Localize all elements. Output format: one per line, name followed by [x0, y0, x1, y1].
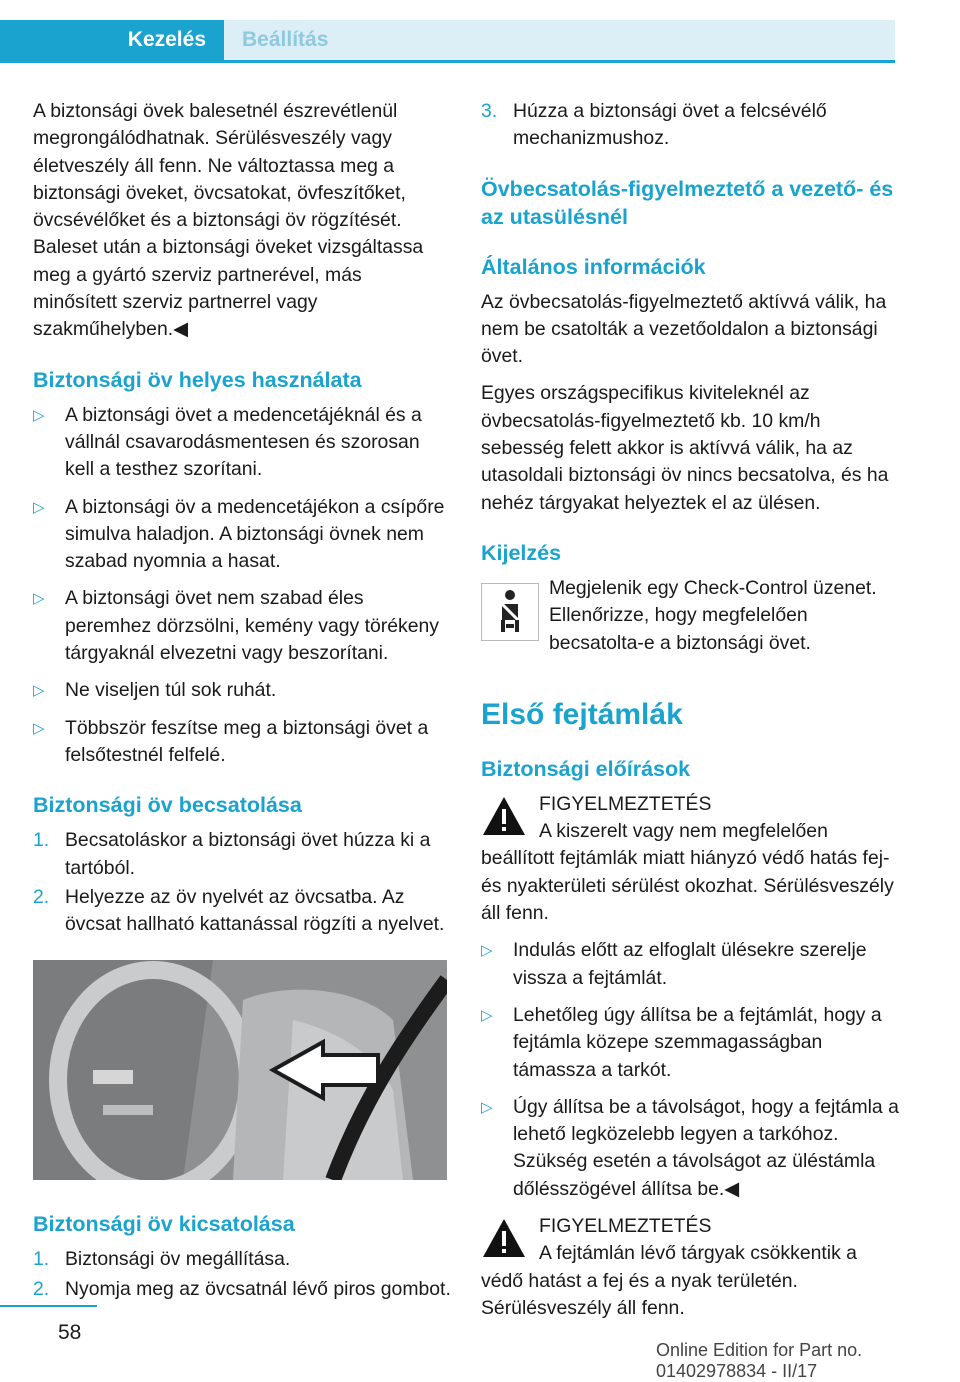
header-tabs — [0, 0, 895, 62]
warning-title: FIGYELMEZTETÉS — [539, 792, 712, 815]
list-item: ▷ A biztonsági övet a medencetájéknál és a vállnál csavarodásmentesen és szorosan kell a testhez szorítani. — [33, 402, 451, 484]
list-item: ▷ Indulás előtt az elfoglalt ülésekre szerelje vissza a fejtámlát. — [481, 937, 901, 992]
heading-elso-fejtamlak: Első fejtámlák — [481, 697, 683, 731]
tab-beallitas[interactable]: Beállítás — [224, 20, 895, 60]
list-item: ▷ Úgy állítsa be a távolságot, hogy a fejtámla a lehető legközelebb legyen a tarkóhoz. Szükség esetén a távolságot az üléstámla dőlésszögével állítsa be.◀ — [481, 1094, 901, 1203]
heading-biztonsagi-eloirasok: Biztonsági előírások — [481, 756, 691, 781]
seatbelt-photo — [33, 960, 447, 1180]
triangle-bullet-icon: ▷ — [33, 590, 45, 608]
footer-rule — [0, 1305, 97, 1307]
triangle-bullet-icon: ▷ — [481, 1006, 493, 1024]
step-item: 1. Biztonsági öv megállítása. — [33, 1248, 291, 1271]
heading-ovbecsatolas-figyelmezteto: Övbecsatolás-figyelmeztető a vezető- és az utasülésnél — [481, 176, 894, 229]
heading-helyes-hasznalat: Biztonsági öv helyes használata — [33, 367, 362, 392]
triangle-bullet-icon: ▷ — [481, 942, 493, 960]
warning-triangle-icon — [481, 795, 527, 837]
triangle-bullet-icon: ▷ — [33, 682, 45, 700]
seatbelt-warning-icon — [481, 583, 539, 641]
seatbelt-illustration — [33, 960, 447, 1180]
list-item: ▷ A biztonsági övet nem szabad éles peremhez dörzsölni, kemény vagy törékeny tárgyaknál elvezetni vagy beszorítani. — [33, 585, 451, 667]
paragraph: Egyes országspecifikus kiviteleknél az övbecsatolás-figyelmeztető kb. 10 km/h sebesség felett akkor is aktívvá válik, ha az utasoldali biztonsági öv nincs becsatolva, és ha nehéz tárgyakat helyeztek el az ülésen. — [481, 382, 889, 514]
heading-kicsatolas: Biztonsági öv kicsatolása — [33, 1212, 295, 1237]
step-item: 2. Helyezze az öv nyelvét az övcsatba. Az övcsat hallható kattanással rögzíti a nyelvet. — [33, 885, 445, 936]
header-rule — [0, 60, 895, 63]
right-column — [481, 98, 901, 1332]
heading-becsatolas: Biztonsági öv becsatolása — [33, 793, 302, 818]
kijelzes-block — [481, 575, 901, 667]
page-number: 58 — [58, 1321, 82, 1344]
step-item: 3. Húzza a biztonsági övet a felcsévélő mechanizmushoz. — [481, 100, 827, 150]
warning-text: A kiszerelt vagy nem megfelelően beállított fejtámlák miatt hiányzó védő hatás fej- és nyakterületi sérülést okozhat. Sérülésveszély áll fenn. — [481, 820, 894, 925]
tab-kezeles[interactable]: Kezelés — [0, 20, 224, 60]
warning-block — [481, 791, 901, 927]
list-item: ▷ Ne viseljen túl sok ruhát. — [33, 677, 451, 704]
warning-block — [481, 1213, 901, 1322]
intro-paragraph: A biztonsági övek balesetnél észrevétlenül megrongálódhatnak. Sérülésveszély vagy életveszély áll fenn. Ne változtassa meg a biztonsági öveket, övcsatokat, övfeszítőket, övcsévélőket és a biztonsági öv rögzítését. Baleset után a biztonsági öveket vizsgáltassa meg a gyártó szerviz partnerével, más minősített szerviz partnerrel vagy szakműhelyben.◀ — [33, 100, 424, 341]
paragraph: Az övbecsatolás-figyelmeztető aktívvá válik, ha nem be csatolták a vezetőoldalon a biztonsági övet. — [481, 290, 887, 368]
triangle-bullet-icon: ▷ — [33, 498, 45, 516]
step-item: 1. Becsatoláskor a biztonsági övet húzza ki a tartóból. — [33, 829, 431, 879]
warning-title: FIGYELMEZTETÉS — [539, 1215, 712, 1238]
triangle-bullet-icon: ▷ — [481, 1098, 493, 1116]
list-item: ▷ Lehetőleg úgy állítsa be a fejtámlát, hogy a fejtámla közepe szemmagasságban támassza a tarkót. — [481, 1002, 901, 1084]
triangle-bullet-icon: ▷ — [33, 406, 45, 424]
edition-note: Online Edition for Part no. 01402978834 - II/17 — [656, 1340, 863, 1381]
warning-text: A fejtámlán lévő tárgyak csökkentik a védő hatást a fej és a nyak területén. Sérülésveszély áll fenn. — [481, 1242, 857, 1319]
warning-triangle-icon — [481, 1217, 527, 1259]
step-item: 2. Nyomja meg az övcsatnál lévő piros gombot. — [33, 1277, 451, 1300]
heading-altalanos-informaciok: Általános információk — [481, 254, 706, 279]
list-item: ▷ A biztonsági öv a medencetájékon a csípőre simulva haladjon. A biztonsági övnek nem szabad nyomnia a hasat. — [33, 494, 451, 576]
list-item: ▷ Többször feszítse meg a biztonsági övet a felsőtestnél felfelé. — [33, 715, 451, 770]
kijelzes-text: Megjelenik egy Check-Control üzenet. Ellenőrizze, hogy megfelelően becsatolta-e a biztonsági övet. — [549, 576, 877, 654]
left-column — [33, 98, 451, 1305]
heading-kijelzes: Kijelzés — [481, 540, 562, 565]
triangle-bullet-icon: ▷ — [33, 719, 45, 737]
